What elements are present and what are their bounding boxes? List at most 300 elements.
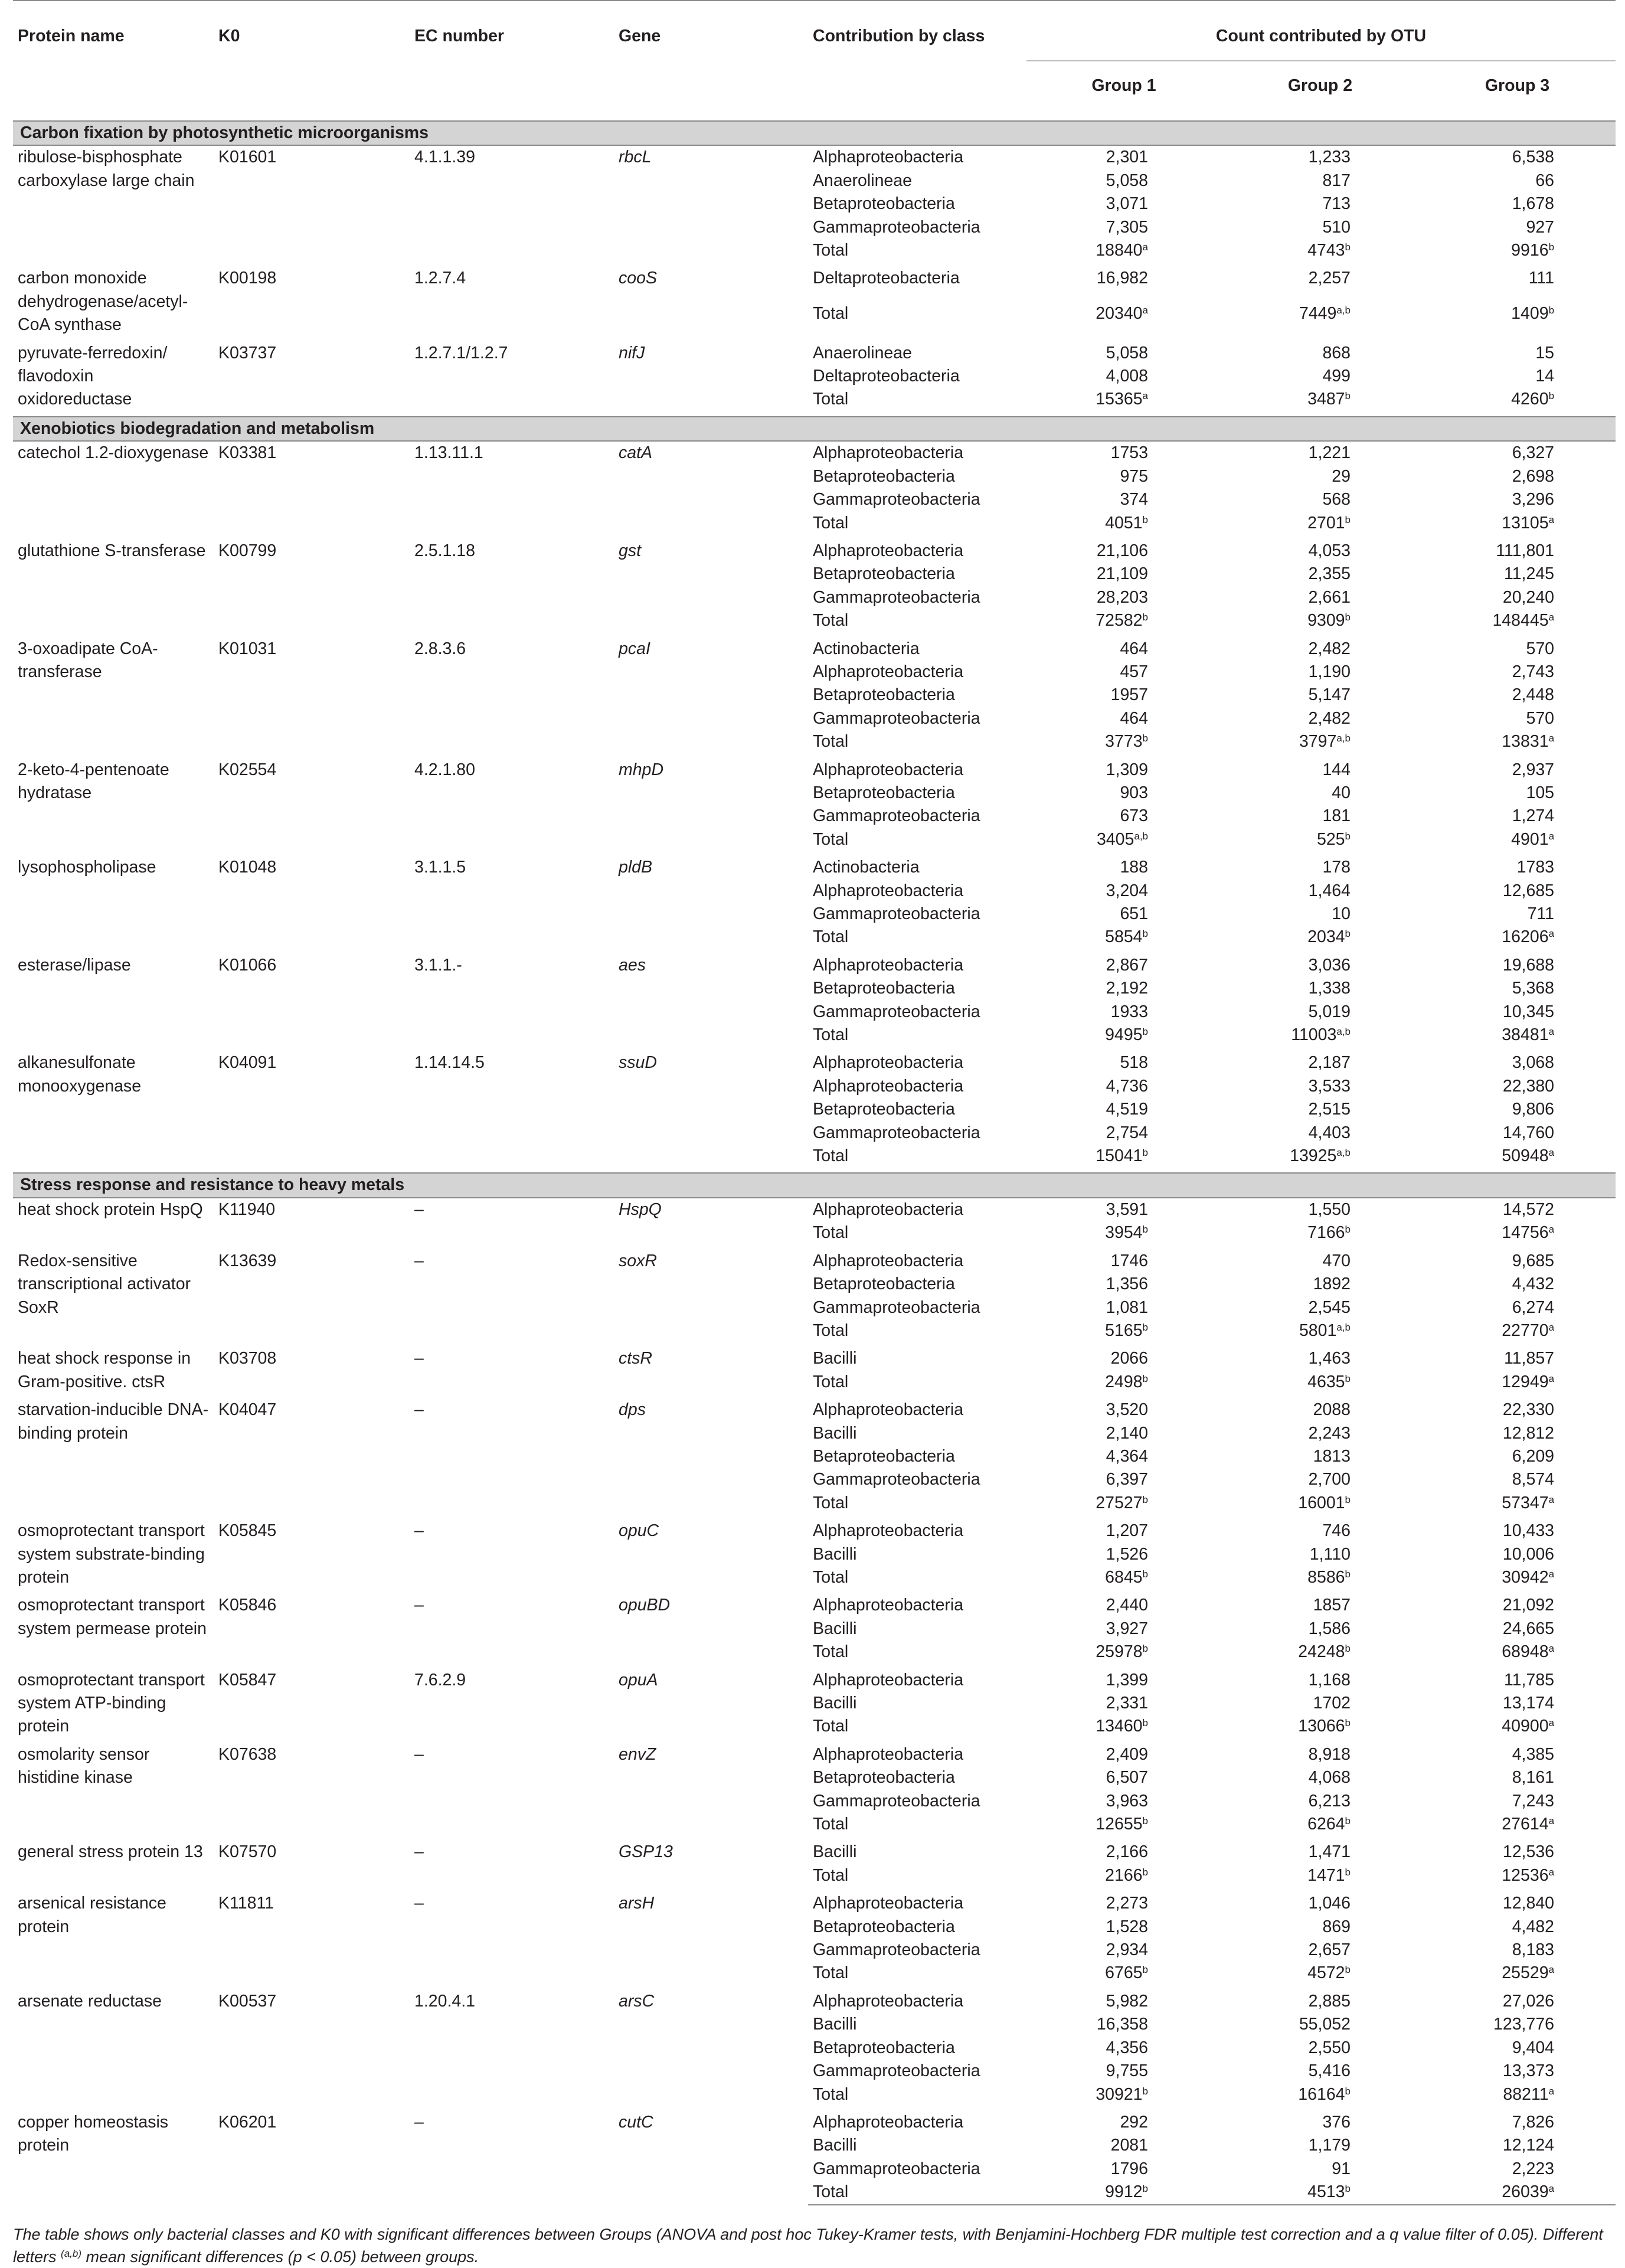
significance-letter: b: [1345, 2085, 1351, 2097]
group-1-count-cell: [1026, 1250, 1221, 1273]
group-3-count-cell: [1419, 1990, 1616, 2013]
count-value: 11003: [1291, 1025, 1337, 1045]
group-3-count-cell: [1419, 1519, 1616, 1542]
class-cell: Bacilli: [813, 1694, 857, 1713]
spacer-cell: [13, 1836, 1616, 1841]
table-row: [13, 2111, 1616, 2134]
class-cell: Total: [813, 829, 849, 849]
count-value: 19,688: [1502, 955, 1555, 975]
count-value: 7,305: [1106, 217, 1148, 237]
count-value: 40900: [1502, 1717, 1549, 1736]
count-value: 13,373: [1502, 2061, 1555, 2081]
group-3-count-cell: [1419, 638, 1616, 661]
group-1-count-cell: [1026, 926, 1221, 949]
count-value: 5,058: [1106, 171, 1148, 190]
group-1-count-cell: [1026, 977, 1221, 1000]
group-3-count-cell: [1419, 388, 1616, 411]
k0-cell: K07570: [218, 1842, 277, 1862]
group-1-count-cell: [1026, 1319, 1221, 1342]
significance-letter: a: [1548, 1866, 1555, 1878]
group-1-count-cell: [1026, 540, 1221, 563]
group-2-count-cell: [1221, 856, 1419, 879]
group-2-count-cell: [1221, 1594, 1419, 1617]
table-row: [13, 1519, 1616, 1542]
footnote-superscript: (a,b): [61, 2247, 81, 2259]
group-2-count-cell: [1221, 2083, 1419, 2106]
header-count-by-otu: Count contributed by OTU: [1026, 1, 1616, 61]
protein-name-cell: starvation-inducible DNA-binding protein: [18, 1400, 209, 1443]
count-value: 7449: [1299, 303, 1337, 323]
group-3-count-cell: [1419, 2037, 1616, 2060]
significance-letter: b: [1345, 1717, 1351, 1729]
group-3-count-cell: [1419, 2134, 1616, 2157]
count-value: 28,203: [1096, 587, 1148, 607]
group-3-count-cell: [1419, 1492, 1616, 1515]
significance-letter: b: [1142, 1372, 1148, 1384]
count-value: 8,574: [1512, 1470, 1555, 1489]
group-2-count-cell: [1221, 465, 1419, 488]
group-1-count-cell: [1026, 2158, 1221, 2181]
spacer-row: [13, 1047, 1616, 1051]
count-value: 817: [1322, 171, 1351, 190]
count-value: 9309: [1307, 611, 1345, 630]
count-value: 16206: [1502, 927, 1549, 947]
spacer-cell: [13, 2205, 1616, 2210]
significance-letter: a: [1548, 514, 1555, 525]
group-3-count-cell: [1419, 977, 1616, 1000]
section-title: Carbon fixation by photosynthetic microorganisms: [13, 121, 1616, 145]
spacer-cell: [13, 754, 1616, 759]
protein-name-cell: carbon monoxide dehydrogenase/acetyl-CoA synthase: [18, 269, 188, 335]
group-1-count-cell: [1026, 342, 1221, 365]
group-1-count-cell: [1026, 1492, 1221, 1515]
group-3-count-cell: [1419, 1024, 1616, 1047]
count-value: 568: [1322, 490, 1351, 509]
group-3-count-cell: [1419, 782, 1616, 805]
class-cell: Bacilli: [813, 1423, 857, 1443]
significance-letter: b: [1142, 1643, 1148, 1655]
count-value: 2,331: [1106, 1694, 1148, 1713]
group-3-count-cell: [1419, 2158, 1616, 2181]
class-cell: Total: [813, 1815, 849, 1834]
count-value: 3405: [1096, 829, 1134, 849]
class-cell: Alphaproteobacteria: [813, 2112, 964, 2132]
table-row: [13, 856, 1616, 879]
count-value: 10: [1332, 904, 1351, 923]
significance-letter: b: [1345, 1494, 1351, 1505]
group-2-count-cell: [1221, 759, 1419, 782]
group-3-count-cell: [1419, 1543, 1616, 1566]
group-3-count-cell: [1419, 563, 1616, 586]
spacer-cell: [13, 411, 1616, 417]
count-value: 376: [1322, 2112, 1351, 2132]
count-value: 3,068: [1512, 1053, 1555, 1073]
count-value: 5,982: [1106, 1991, 1148, 2011]
group-1-count-cell: [1026, 563, 1221, 586]
group-3-count-cell: [1419, 302, 1616, 337]
class-cell: Betaproteobacteria: [813, 1446, 955, 1466]
count-value: 16164: [1298, 2084, 1345, 2104]
significance-letter: a: [1142, 304, 1148, 316]
group-2-count-cell: [1221, 1398, 1419, 1421]
spacer-row: [13, 1738, 1616, 1743]
significance-letter: b: [1142, 612, 1148, 623]
significance-letter: b: [1345, 612, 1351, 623]
count-value: 29: [1332, 466, 1351, 486]
class-cell: Total: [813, 611, 849, 630]
significance-letter: b: [1142, 1494, 1148, 1505]
class-cell: Gammaproteobacteria: [813, 708, 980, 728]
group-3-count-cell: [1419, 145, 1616, 169]
group-1-count-cell: [1026, 465, 1221, 488]
table-row: [13, 1198, 1616, 1221]
significance-letter: a: [1548, 1147, 1555, 1159]
group-2-count-cell: [1221, 586, 1419, 609]
k0-cell: K04091: [218, 1053, 277, 1073]
protein-name-cell: glutathione S-transferase: [18, 541, 206, 560]
group-1-count-cell: [1026, 1715, 1221, 1738]
group-1-count-cell: [1026, 145, 1221, 169]
group-3-count-cell: [1419, 1198, 1616, 1221]
group-3-count-cell: [1419, 465, 1616, 488]
significance-letter: a: [1548, 1964, 1555, 1976]
k0-cell: K02554: [218, 760, 277, 779]
k0-cell: K01601: [218, 148, 277, 167]
count-value: 4,068: [1308, 1768, 1351, 1787]
group-2-count-cell: [1221, 563, 1419, 586]
significance-letter: a,b: [1134, 830, 1148, 842]
significance-letter: a: [1548, 928, 1555, 940]
significance-letter: a: [1548, 2085, 1555, 2097]
group-1-count-cell: [1026, 1566, 1221, 1589]
class-cell: Total: [813, 2084, 849, 2104]
count-value: 6,213: [1308, 1791, 1351, 1811]
class-cell: Betaproteobacteria: [813, 466, 955, 486]
count-value: 21,109: [1096, 564, 1148, 584]
group-3-count-cell: [1419, 1445, 1616, 1468]
count-value: 8,918: [1308, 1744, 1351, 1764]
count-value: 13105: [1502, 513, 1549, 532]
spacer-row: [13, 949, 1616, 954]
class-cell: Gammaproteobacteria: [813, 2061, 980, 2081]
group-1-count-cell: [1026, 2181, 1221, 2204]
group-2-count-cell: [1221, 1319, 1419, 1342]
count-value: 144: [1322, 760, 1351, 779]
count-value: 4,432: [1512, 1274, 1555, 1294]
class-cell: Gammaproteobacteria: [813, 1940, 980, 1960]
k0-cell: K07638: [218, 1744, 277, 1764]
protein-name-cell: 2-keto-4-pentenoate hydratase: [18, 760, 169, 802]
count-value: 9,685: [1512, 1251, 1555, 1270]
count-value: 16,358: [1096, 2015, 1148, 2034]
class-cell: Total: [813, 1567, 849, 1587]
gene-cell: dps: [619, 1400, 646, 1420]
footnote-text: The table shows only bacterial classes and K0 with significant differences between Groups (ANOVA and post hoc Tukey-Kramer tests, with Benjamini-Hochberg FDR multiple test correction and a q value filter of 0.05). Different letters: [13, 2225, 1603, 2266]
protein-name-cell: osmolarity sensor histidine kinase: [18, 1744, 150, 1787]
count-value: 1,110: [1309, 1544, 1351, 1564]
group-2-count-cell: [1221, 1813, 1419, 1836]
group-1-count-cell: [1026, 1962, 1221, 1985]
class-cell: Total: [813, 1372, 849, 1391]
significance-letter: b: [1345, 1372, 1351, 1384]
spacer-row: [13, 1515, 1616, 1519]
ec-number-cell: 1.2.7.4: [414, 269, 466, 288]
group-3-count-cell: [1419, 586, 1616, 609]
count-value: 2,257: [1308, 269, 1351, 288]
spacer-row: [13, 337, 1616, 342]
count-value: 1,046: [1308, 1894, 1351, 1913]
count-value: 1,471: [1308, 1842, 1351, 1862]
group-2-count-cell: [1221, 1347, 1419, 1370]
spacer-row: [13, 1836, 1616, 1841]
significance-letter: b: [1345, 830, 1351, 842]
gene-cell: rbcL: [619, 148, 652, 167]
group-1-count-cell: [1026, 1594, 1221, 1617]
count-value: 3,071: [1106, 194, 1148, 214]
class-cell: Total: [813, 1493, 849, 1512]
count-value: 9,755: [1106, 2061, 1148, 2081]
group-3-count-cell: [1419, 540, 1616, 563]
count-value: 11,785: [1503, 1670, 1555, 1689]
group-2-count-cell: [1221, 1841, 1419, 1864]
group-3-count-cell: [1419, 730, 1616, 753]
count-value: 24248: [1298, 1642, 1345, 1662]
group-1-count-cell: [1026, 1075, 1221, 1098]
count-value: 713: [1322, 194, 1351, 214]
group-3-count-cell: [1419, 1640, 1616, 1664]
spacer-cell: [13, 1664, 1616, 1669]
spacer-cell: [13, 1394, 1616, 1398]
group-2-count-cell: [1221, 1617, 1419, 1640]
group-2-count-cell: [1221, 1445, 1419, 1468]
group-3-count-cell: [1419, 2083, 1616, 2106]
count-value: 2,657: [1308, 1940, 1351, 1960]
ec-number-cell: –: [414, 1842, 424, 1862]
gene-cell: HspQ: [619, 1200, 662, 1219]
group-1-count-cell: [1026, 216, 1221, 239]
class-cell: Gammaproteobacteria: [813, 490, 980, 509]
count-value: 27527: [1096, 1493, 1143, 1512]
group-1-count-cell: [1026, 2083, 1221, 2106]
protein-name-cell: catechol 1.2-dioxygenase: [18, 443, 209, 463]
group-1-count-cell: [1026, 782, 1221, 805]
table-row: [13, 441, 1616, 465]
count-value: 4513: [1307, 2182, 1345, 2202]
count-value: 4051: [1105, 513, 1143, 532]
count-value: 2,409: [1106, 1744, 1148, 1764]
class-cell: Alphaproteobacteria: [813, 1894, 964, 1913]
count-value: 2166: [1105, 1865, 1143, 1885]
k0-cell: K01066: [218, 955, 277, 975]
count-value: 1,233: [1308, 148, 1351, 167]
group-2-count-cell: [1221, 730, 1419, 753]
group-2-count-cell: [1221, 1519, 1419, 1542]
count-value: 13925: [1290, 1146, 1337, 1166]
count-value: 6,397: [1106, 1470, 1148, 1489]
group-3-count-cell: [1419, 1398, 1616, 1421]
count-value: 292: [1120, 2112, 1148, 2132]
count-value: 14,760: [1502, 1123, 1555, 1142]
group-2-count-cell: [1221, 1543, 1419, 1566]
class-cell: Alphaproteobacteria: [813, 1596, 964, 1615]
header-protein-name: Protein name: [13, 1, 214, 121]
group-2-count-cell: [1221, 782, 1419, 805]
group-2-count-cell: [1221, 342, 1419, 365]
significance-letter: b: [1345, 514, 1351, 525]
ec-number-cell: 3.1.1.5: [414, 858, 466, 877]
group-3-count-cell: [1419, 1250, 1616, 1273]
count-value: 1,338: [1308, 979, 1351, 998]
count-value: 24,665: [1502, 1619, 1555, 1638]
table-body: [13, 121, 1616, 2210]
class-cell: Gammaproteobacteria: [813, 1298, 980, 1317]
group-3-count-cell: [1419, 488, 1616, 511]
group-1-count-cell: [1026, 1024, 1221, 1047]
significance-letter: b: [1142, 928, 1148, 940]
k0-cell: K00799: [218, 541, 277, 560]
header-group-1: Group 1: [1026, 61, 1221, 121]
section-title: Xenobiotics biodegradation and metabolism: [13, 417, 1616, 441]
count-value: 464: [1120, 708, 1148, 728]
count-value: 111: [1528, 269, 1555, 288]
count-value: 13831: [1502, 732, 1549, 751]
class-cell: Total: [813, 1146, 849, 1166]
group-1-count-cell: [1026, 1766, 1221, 1789]
significance-letter: b: [1548, 241, 1555, 253]
class-cell: Alphaproteobacteria: [813, 1744, 964, 1764]
count-value: 2,243: [1308, 1423, 1351, 1443]
count-value: 5,147: [1308, 685, 1351, 705]
count-value: 5165: [1105, 1321, 1143, 1340]
count-value: 11,857: [1503, 1349, 1555, 1368]
count-value: 11,245: [1503, 564, 1555, 584]
group-1-count-cell: [1026, 880, 1221, 903]
group-1-count-cell: [1026, 1273, 1221, 1296]
significance-letter: a,b: [1336, 733, 1351, 744]
significance-letter: b: [1345, 1815, 1351, 1827]
gene-cell: ctsR: [619, 1349, 652, 1368]
group-2-count-cell: [1221, 828, 1419, 851]
gene-cell: pcaI: [619, 639, 650, 658]
table-row: [13, 638, 1616, 661]
group-2-count-cell: [1221, 638, 1419, 661]
group-1-count-cell: [1026, 1468, 1221, 1491]
class-cell: Total: [813, 1321, 849, 1340]
group-1-count-cell: [1026, 2060, 1221, 2083]
spacer-row: [13, 1342, 1616, 1347]
count-value: 22770: [1502, 1321, 1549, 1340]
group-1-count-cell: [1026, 169, 1221, 192]
ec-number-cell: –: [414, 2112, 424, 2132]
count-value: 12,812: [1502, 1423, 1555, 1443]
table-row: [13, 540, 1616, 563]
group-3-count-cell: [1419, 1669, 1616, 1692]
group-2-count-cell: [1221, 1024, 1419, 1047]
group-1-count-cell: [1026, 1347, 1221, 1370]
spacer-cell: [13, 1887, 1616, 1892]
group-2-count-cell: [1221, 2013, 1419, 2036]
count-value: 1813: [1313, 1446, 1351, 1466]
spacer-row: [13, 262, 1616, 267]
count-value: 2498: [1105, 1372, 1143, 1391]
count-value: 12,124: [1502, 2136, 1555, 2155]
class-cell: Bacilli: [813, 1842, 857, 1862]
group-2-count-cell: [1221, 2060, 1419, 2083]
count-value: 1,274: [1512, 806, 1555, 826]
group-3-count-cell: [1419, 1594, 1616, 1617]
count-value: 27614: [1502, 1815, 1549, 1834]
significance-letter: a: [1548, 2183, 1555, 2195]
spacer-cell: [13, 949, 1616, 954]
ec-number-cell: 4.2.1.80: [414, 760, 476, 779]
ec-number-cell: 1.14.14.5: [414, 1053, 485, 1073]
class-cell: Alphaproteobacteria: [813, 1521, 964, 1541]
count-value: 4,356: [1106, 2038, 1148, 2057]
count-value: 15365: [1096, 390, 1143, 409]
count-value: 7,826: [1512, 2112, 1555, 2132]
group-2-count-cell: [1221, 388, 1419, 411]
class-cell: Alphaproteobacteria: [813, 1670, 964, 1689]
class-cell: Alphaproteobacteria: [813, 1053, 964, 1073]
class-cell: Alphaproteobacteria: [813, 955, 964, 975]
count-value: 1702: [1313, 1694, 1351, 1713]
count-value: 2,355: [1308, 564, 1351, 584]
count-value: 30942: [1502, 1567, 1549, 1587]
table-row: [13, 1669, 1616, 1692]
count-value: 14756: [1502, 1223, 1549, 1243]
significance-letter: a: [1142, 241, 1148, 253]
group-2-count-cell: [1221, 1892, 1419, 1915]
count-value: 464: [1120, 639, 1148, 658]
significance-letter: a: [1548, 1321, 1555, 1333]
count-value: 2,301: [1106, 148, 1148, 167]
significance-letter: b: [1345, 1866, 1351, 1878]
group-2-count-cell: [1221, 1221, 1419, 1244]
count-value: 2,273: [1106, 1894, 1148, 1913]
significance-letter: b: [1345, 1568, 1351, 1580]
class-cell: Alphaproteobacteria: [813, 541, 964, 560]
group-2-count-cell: [1221, 1122, 1419, 1145]
ec-number-cell: –: [414, 1596, 424, 1615]
significance-letter: b: [1345, 241, 1351, 253]
gene-cell: mhpD: [619, 760, 664, 779]
spacer-cell: [13, 851, 1616, 856]
count-value: 1746: [1110, 1251, 1148, 1270]
group-3-count-cell: [1419, 1371, 1616, 1394]
group-3-count-cell: [1419, 1692, 1616, 1715]
data-table: [13, 0, 1616, 2210]
significance-letter: b: [1345, 2183, 1351, 2195]
group-3-count-cell: [1419, 342, 1616, 365]
class-cell: Deltaproteobacteria: [813, 367, 960, 386]
count-value: 57347: [1502, 1493, 1549, 1512]
group-3-count-cell: [1419, 903, 1616, 926]
class-cell: Total: [813, 303, 849, 323]
gene-cell: aes: [619, 955, 646, 975]
group-1-count-cell: [1026, 1001, 1221, 1024]
group-2-count-cell: [1221, 540, 1419, 563]
group-2-count-cell: [1221, 1715, 1419, 1738]
count-value: 111,801: [1496, 541, 1555, 560]
group-3-count-cell: [1419, 661, 1616, 684]
group-3-count-cell: [1419, 856, 1616, 879]
count-value: 123,776: [1493, 2015, 1555, 2034]
group-3-count-cell: [1419, 1296, 1616, 1319]
count-value: 1,356: [1106, 1274, 1148, 1294]
spacer-row: [13, 411, 1616, 417]
count-value: 510: [1322, 217, 1351, 237]
count-value: 7,243: [1512, 1791, 1555, 1811]
